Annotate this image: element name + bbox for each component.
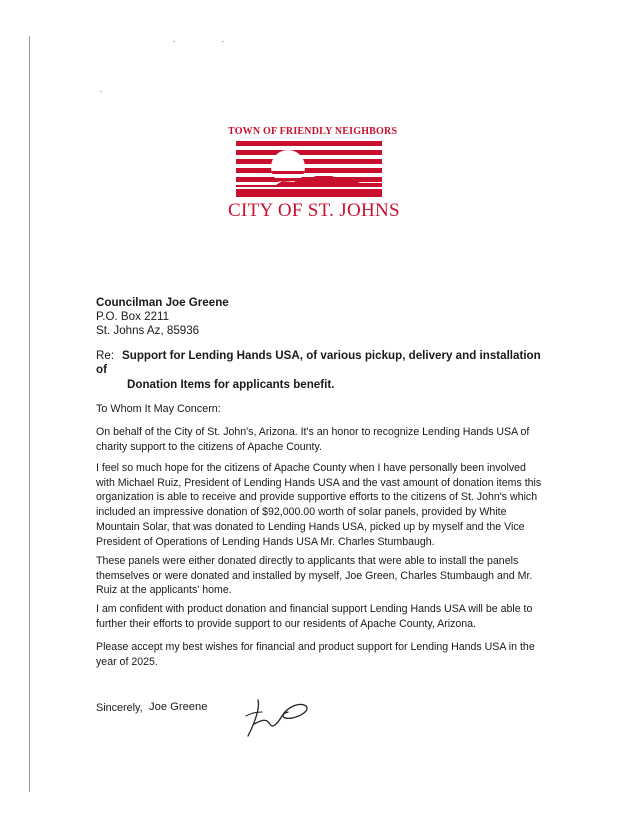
body-paragraph-3 bbox=[96, 554, 536, 598]
paragraph-line: themselves or were donated and installed by myself, Joe Green, Charles Stumbaugh and Mr. bbox=[96, 569, 533, 582]
sender-address-line1: P.O. Box 2211 bbox=[96, 310, 170, 323]
paragraph-line: Ruiz at the applicants' home. bbox=[96, 584, 232, 597]
sunset-mountain-graphic bbox=[236, 141, 382, 197]
closing-name: Joe Greene bbox=[149, 701, 208, 713]
closing-word: Sincerely, bbox=[96, 702, 143, 714]
body-paragraph-5 bbox=[96, 640, 536, 669]
scan-speck bbox=[173, 41, 175, 42]
paragraph-line: Mountain Solar, that was donated to Lending Hands USA, picked up by myself and the Vice bbox=[96, 520, 525, 533]
paragraph-line: year of 2025. bbox=[96, 655, 158, 668]
paragraph-line: organization is able to receive and provide supportive efforts to the citizens of St. John's which bbox=[96, 491, 538, 504]
paragraph-line: Please accept my best wishes for financial and product support for Lending Hands USA in the bbox=[96, 641, 535, 653]
paragraph-line: charity support to the citizens of Apache County. bbox=[96, 440, 322, 453]
scan-speck bbox=[100, 91, 102, 92]
scan-speck bbox=[222, 41, 224, 42]
logo-bottom-text: CITY OF ST. JOHNS bbox=[228, 200, 400, 221]
paragraph-line: further their efforts to provide support to our residents of Apache County, Arizona. bbox=[96, 617, 477, 630]
city-logo bbox=[228, 126, 400, 224]
paragraph-line: These panels were either donated directly to applicants that were able to install the panels bbox=[96, 555, 519, 567]
paragraph-line: with Michael Ruiz, President of Lending Hands USA and the vast amount of donation items this bbox=[96, 476, 542, 489]
paragraph-line: included an impressive donation of $92,000.00 worth of solar panels, provided by White bbox=[96, 506, 507, 519]
subject-line3: Donation Items for applicants benefit. bbox=[127, 378, 335, 391]
body-paragraph-2 bbox=[96, 461, 542, 549]
body-paragraph-4 bbox=[96, 602, 536, 631]
subject-line1: Support for Lending Hands USA, of various pickup, delivery and installation bbox=[122, 349, 541, 362]
sender-name: Councilman Joe Greene bbox=[96, 296, 229, 309]
paragraph-line: I feel so much hope for the citizens of Apache County when I have personally been involved bbox=[96, 462, 526, 474]
paragraph-line: I am confident with product donation and financial support Lending Hands USA will be able to bbox=[96, 603, 533, 615]
subject-prefix: Re: bbox=[96, 349, 115, 362]
sender-address-line2: St. Johns Az, 85936 bbox=[96, 324, 200, 337]
handwritten-signature bbox=[236, 694, 320, 744]
salutation: To Whom It May Concern: bbox=[96, 403, 221, 415]
paragraph-line: President of Operations of Lending Hands USA Mr. Charles Stumbaugh. bbox=[96, 535, 435, 548]
subject-line2: of bbox=[96, 363, 107, 376]
logo-top-text: TOWN OF FRIENDLY NEIGHBORS bbox=[228, 126, 398, 137]
body-paragraph-1 bbox=[96, 425, 536, 454]
paragraph-line: On behalf of the City of St. John's, Arizona. It's an honor to recognize Lending Hands USA of bbox=[96, 426, 530, 438]
scan-edge-line bbox=[29, 36, 30, 792]
